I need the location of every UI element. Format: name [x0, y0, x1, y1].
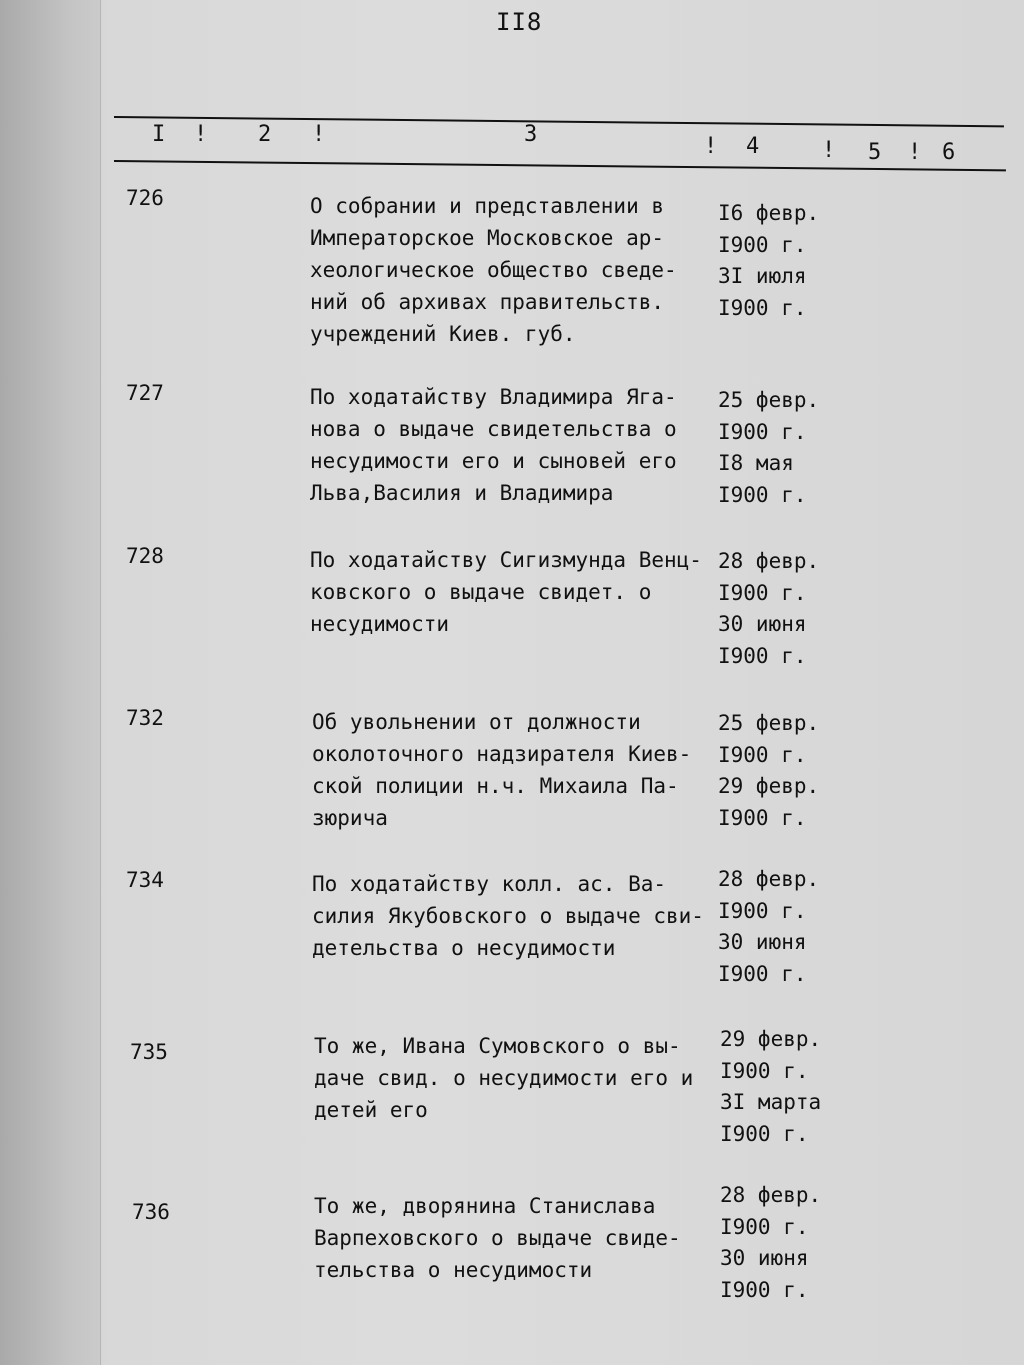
- description-line: О собрании и представлении в: [310, 194, 665, 218]
- description-line: учреждений Киев. губ.: [310, 322, 576, 346]
- entry-description: [310, 544, 710, 640]
- date-line: 28 февр.: [718, 549, 820, 573]
- date-line: 30 июня: [718, 930, 807, 954]
- description-line: несудимости: [310, 612, 450, 636]
- description-line: ний об архивах правительств.: [310, 290, 665, 314]
- description-line: несудимости его и сыновей его: [310, 449, 677, 473]
- description-line: То же, Ивана Сумовского о вы-: [314, 1034, 681, 1058]
- date-line: 30 июня: [720, 1246, 809, 1270]
- description-line: нова о выдаче свидетельства о: [310, 417, 677, 441]
- description-line: детельства о несудимости: [312, 936, 616, 960]
- date-line: 30 июня: [718, 612, 807, 636]
- page-number: II8: [496, 8, 543, 36]
- description-line: околоточного надзирателя Киев-: [312, 742, 692, 766]
- date-line: 3I июля: [718, 264, 807, 288]
- description-line: Императорское Московское ар-: [310, 226, 665, 250]
- column-separator: !: [312, 122, 326, 147]
- date-line: I8 мая: [718, 451, 794, 475]
- column-header-row: [100, 120, 1024, 165]
- entry-number: 732: [126, 706, 164, 730]
- column-header-6: 6: [942, 140, 956, 165]
- date-line: 28 февр.: [720, 1183, 822, 1207]
- date-line: I900 г.: [718, 232, 807, 257]
- date-line: 25 февр.: [718, 388, 820, 412]
- description-line: детей его: [314, 1098, 428, 1122]
- date-line: I900 г.: [718, 643, 807, 668]
- entry-number: 736: [132, 1200, 170, 1224]
- entry-number: 727: [126, 381, 164, 405]
- entry-description: [312, 706, 712, 834]
- description-line: зюрича: [312, 806, 388, 830]
- column-separator: !: [704, 134, 718, 159]
- date-line: I900 г.: [718, 898, 807, 923]
- date-line: 29 февр.: [720, 1027, 822, 1051]
- description-line: ковского о выдаче свидет. о: [310, 580, 652, 604]
- entry-dates: [718, 708, 819, 834]
- description-line: По ходатайству Сигизмунда Венц-: [310, 548, 702, 572]
- description-line: По ходатайству колл. ас. Ва-: [312, 872, 667, 896]
- entry-description: [312, 868, 712, 964]
- entry-dates: [718, 546, 819, 672]
- document-page: [100, 0, 1024, 1365]
- date-line: I900 г.: [718, 742, 807, 767]
- date-line: I6 февр.: [718, 201, 820, 225]
- entry-number: 735: [130, 1040, 168, 1064]
- entry-dates: [718, 864, 819, 990]
- date-line: I900 г.: [718, 482, 807, 507]
- entry-number: 734: [126, 868, 164, 892]
- description-line: хеологическое общество сведе-: [310, 258, 677, 282]
- date-line: I900 г.: [718, 580, 807, 605]
- column-separator: !: [822, 138, 836, 163]
- entry-number: 726: [126, 186, 164, 210]
- date-line: 28 февр.: [718, 867, 820, 891]
- date-line: I900 г.: [720, 1277, 809, 1302]
- description-line: То же, дворянина Станислава: [314, 1194, 656, 1218]
- date-line: 25 февр.: [718, 711, 820, 735]
- date-line: 29 февр.: [718, 774, 820, 798]
- column-header-1: I: [152, 122, 166, 147]
- entry-dates: [718, 198, 819, 324]
- date-line: I900 г.: [720, 1121, 809, 1146]
- entry-dates: [720, 1180, 821, 1306]
- description-line: силия Якубовского о выдаче сви-: [312, 904, 704, 928]
- date-line: I900 г.: [720, 1214, 809, 1239]
- description-line: Варпеховского о выдаче свиде-: [314, 1226, 681, 1250]
- left-page-gutter: [0, 0, 101, 1365]
- description-line: Льва,Василия и Владимира: [310, 481, 614, 505]
- column-separator: !: [908, 140, 922, 165]
- description-line: тельства о несудимости: [314, 1258, 593, 1282]
- description-line: Об увольнении от должности: [312, 710, 641, 734]
- column-header-3: 3: [524, 122, 538, 147]
- entry-number: 728: [126, 544, 164, 568]
- column-separator: !: [194, 122, 208, 147]
- entry-dates: [718, 385, 819, 511]
- entry-dates: [720, 1024, 821, 1150]
- entry-description: [310, 190, 710, 350]
- date-line: 3I марта: [720, 1090, 822, 1114]
- description-line: даче свид. о несудимости его и: [314, 1066, 694, 1090]
- date-line: I900 г.: [718, 419, 807, 444]
- date-line: I900 г.: [718, 805, 807, 830]
- description-line: ской полиции н.ч. Михаила Па-: [312, 774, 679, 798]
- entry-description: [314, 1030, 714, 1126]
- column-header-5: 5: [868, 140, 882, 165]
- column-header-2: 2: [258, 122, 272, 147]
- entry-description: [314, 1190, 714, 1286]
- date-line: I900 г.: [720, 1058, 809, 1083]
- entry-description: [310, 381, 710, 509]
- description-line: По ходатайству Владимира Яга-: [310, 385, 677, 409]
- date-line: I900 г.: [718, 961, 807, 986]
- column-header-4: 4: [746, 134, 760, 159]
- date-line: I900 г.: [718, 295, 807, 320]
